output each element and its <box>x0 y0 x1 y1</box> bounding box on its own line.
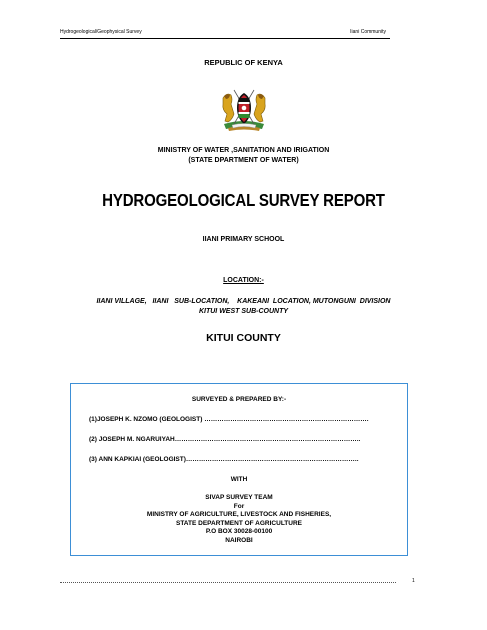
header-left-text: Hydrogeological/Geophysical Survey <box>60 29 142 35</box>
team-line-3: MINISTRY OF AGRICULTURE, LIVESTOCK AND FISHERIES, <box>146 511 332 518</box>
preparer-1: (1)JOSEPH K. NZOMO (GEOLOGIST) …………………………………………………………………. <box>89 416 369 423</box>
team-line-6: NAIROBI <box>225 536 253 544</box>
page-header <box>60 28 390 39</box>
location-details <box>0 297 487 317</box>
with-text: WITH <box>230 476 248 483</box>
school-name: IIANI PRIMARY SCHOOL <box>202 236 285 243</box>
footer-rule <box>60 582 396 583</box>
ministry-line-2: (STATE DPARTMENT OF WATER) <box>188 157 299 164</box>
preparer-3: (3) ANN KAPKIAI (GEOLOGIST)…………………………………………………………………….. <box>89 456 359 463</box>
ministry-line-1: MINISTRY OF WATER ,SANITATION AND IRIGATION <box>157 147 330 154</box>
page-number: 1 <box>412 578 415 584</box>
location-label-text: LOCATION:- <box>223 277 264 284</box>
republic-heading: REPUBLIC OF KENYA <box>204 58 283 67</box>
team-line-2: For <box>233 502 245 510</box>
location-line-1: IIANI VILLAGE, IIANI SUB-LOCATION, KAKEANI LOCATION, MUTONGUNI DIVISION <box>96 298 391 305</box>
header-right-text: Iiani Community <box>350 29 386 35</box>
kenya-coat-of-arms-icon <box>218 84 270 134</box>
prepared-by-box <box>70 383 408 556</box>
county-heading: KITUI COUNTY <box>206 332 281 344</box>
team-line-4: STATE DEPARTMENT OF AGRICULTURE <box>175 519 303 527</box>
team-line-5: P.O BOX 30028-00100 <box>205 528 273 535</box>
report-title: HYDROGEOLOGICAL SURVEY REPORT <box>102 190 385 210</box>
location-label <box>0 277 487 284</box>
prepared-by-heading: SURVEYED & PREPARED BY:- <box>191 396 287 403</box>
preparer-2: (2) JOSEPH M. NGARUIYAH………………………………………………………………………….. <box>89 436 361 443</box>
location-line-2: KITUI WEST SUB-COUNTY <box>198 308 289 315</box>
ministry-heading <box>0 146 487 166</box>
survey-team-block <box>71 494 407 545</box>
team-line-1: SIVAP SURVEY TEAM <box>205 494 273 501</box>
